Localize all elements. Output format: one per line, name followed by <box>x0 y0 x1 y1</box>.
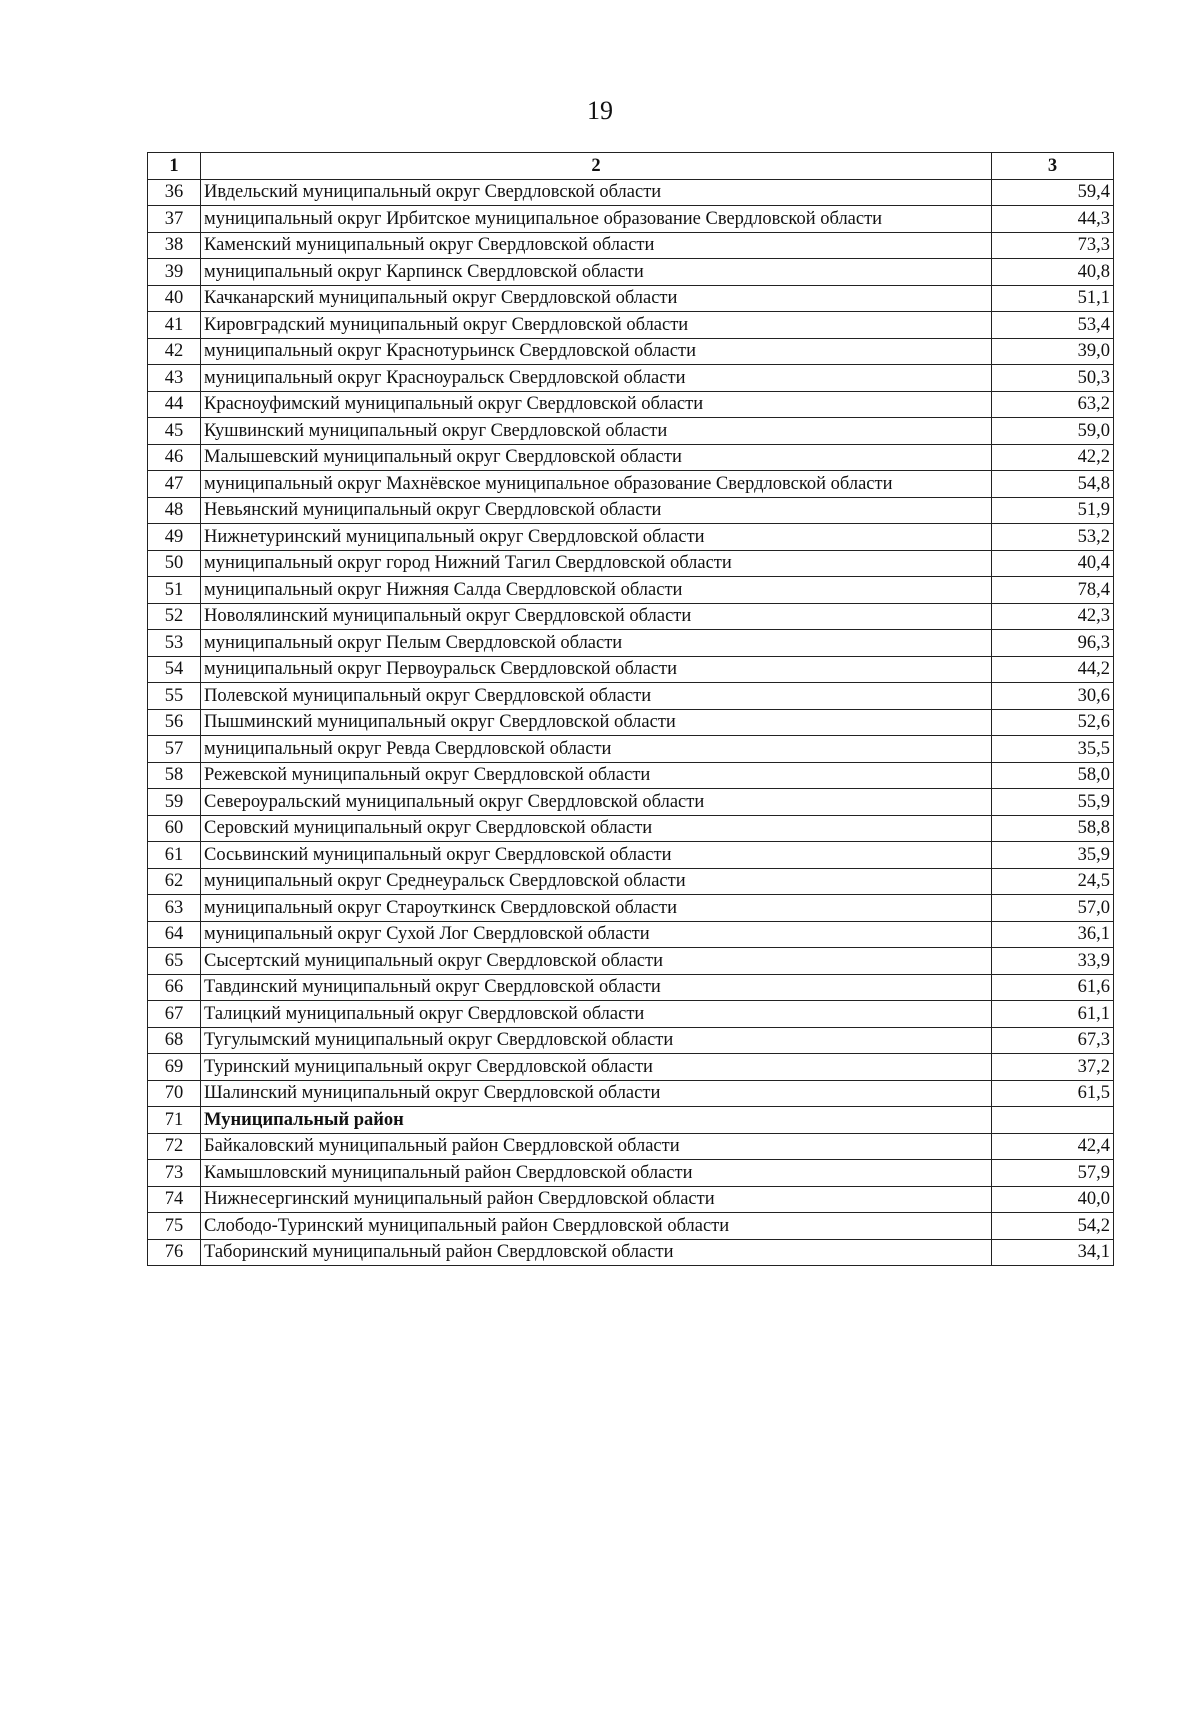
table-row <box>148 1239 1114 1266</box>
row-number: 70 <box>148 1080 201 1107</box>
section-heading: Муниципальный район <box>201 1107 992 1134</box>
value-cell: 35,5 <box>992 736 1114 763</box>
value-cell: 59,4 <box>992 179 1114 206</box>
table-row <box>148 921 1114 948</box>
table-row <box>148 365 1114 392</box>
municipality-name: муниципальный округ Среднеуральск Свердловской области <box>201 868 992 895</box>
row-number: 58 <box>148 762 201 789</box>
row-number: 41 <box>148 312 201 339</box>
municipality-name: муниципальный округ Первоуральск Свердловской области <box>201 656 992 683</box>
value-cell: 53,4 <box>992 312 1114 339</box>
municipality-name: Таборинский муниципальный район Свердловской области <box>201 1239 992 1266</box>
value-cell: 78,4 <box>992 577 1114 604</box>
row-number: 45 <box>148 418 201 445</box>
row-number: 51 <box>148 577 201 604</box>
data-table <box>147 152 1114 1266</box>
row-number: 52 <box>148 603 201 630</box>
table-body <box>148 179 1114 1266</box>
municipality-name: Североуральский муниципальный округ Свердловской области <box>201 789 992 816</box>
value-cell: 42,4 <box>992 1133 1114 1160</box>
value-cell: 42,2 <box>992 444 1114 471</box>
municipality-name: Качканарский муниципальный округ Свердловской области <box>201 285 992 312</box>
row-number: 49 <box>148 524 201 551</box>
value-cell: 51,9 <box>992 497 1114 524</box>
value-cell: 61,5 <box>992 1080 1114 1107</box>
value-cell: 51,1 <box>992 285 1114 312</box>
municipality-name: Малышевский муниципальный округ Свердловской области <box>201 444 992 471</box>
value-cell: 50,3 <box>992 365 1114 392</box>
table-row <box>148 656 1114 683</box>
municipality-name: Туринский муниципальный округ Свердловской области <box>201 1054 992 1081</box>
row-number: 39 <box>148 259 201 286</box>
value-cell: 58,0 <box>992 762 1114 789</box>
municipality-name: Кушвинский муниципальный округ Свердловской области <box>201 418 992 445</box>
municipality-name: Невьянский муниципальный округ Свердловской области <box>201 497 992 524</box>
row-number: 62 <box>148 868 201 895</box>
value-cell: 24,5 <box>992 868 1114 895</box>
value-cell <box>992 1107 1114 1134</box>
row-number: 48 <box>148 497 201 524</box>
row-number: 59 <box>148 789 201 816</box>
row-number: 72 <box>148 1133 201 1160</box>
municipality-name: Каменский муниципальный округ Свердловской области <box>201 232 992 259</box>
table-row <box>148 815 1114 842</box>
row-number: 68 <box>148 1027 201 1054</box>
value-cell: 54,2 <box>992 1213 1114 1240</box>
table-row <box>148 338 1114 365</box>
value-cell: 55,9 <box>992 789 1114 816</box>
table-row <box>148 179 1114 206</box>
value-cell: 63,2 <box>992 391 1114 418</box>
row-number: 47 <box>148 471 201 498</box>
municipality-name: Слободо-Туринский муниципальный район Свердловской области <box>201 1213 992 1240</box>
row-number: 55 <box>148 683 201 710</box>
row-number: 36 <box>148 179 201 206</box>
value-cell: 53,2 <box>992 524 1114 551</box>
table-row <box>148 1001 1114 1028</box>
table-row <box>148 550 1114 577</box>
row-number: 73 <box>148 1160 201 1187</box>
municipality-name: муниципальный округ Пелым Свердловской области <box>201 630 992 657</box>
value-cell: 61,1 <box>992 1001 1114 1028</box>
row-number: 40 <box>148 285 201 312</box>
table-row <box>148 789 1114 816</box>
header-col-3: 3 <box>992 153 1114 180</box>
municipality-name: Красноуфимский муниципальный округ Свердловской области <box>201 391 992 418</box>
municipality-name: Тавдинский муниципальный округ Свердловской области <box>201 974 992 1001</box>
municipality-name: Режевской муниципальный округ Свердловской области <box>201 762 992 789</box>
municipality-name: Нижнетуринский муниципальный округ Свердловской области <box>201 524 992 551</box>
row-number: 57 <box>148 736 201 763</box>
table-row <box>148 683 1114 710</box>
table-row <box>148 524 1114 551</box>
table-row <box>148 1160 1114 1187</box>
municipality-name: Полевской муниципальный округ Свердловской области <box>201 683 992 710</box>
value-cell: 34,1 <box>992 1239 1114 1266</box>
row-number: 64 <box>148 921 201 948</box>
municipality-name: муниципальный округ Нижняя Салда Свердловской области <box>201 577 992 604</box>
table-row <box>148 868 1114 895</box>
row-number: 60 <box>148 815 201 842</box>
municipality-name: муниципальный округ Красноуральск Свердловской области <box>201 365 992 392</box>
municipality-name: Ивдельский муниципальный округ Свердловской области <box>201 179 992 206</box>
row-number: 75 <box>148 1213 201 1240</box>
row-number: 76 <box>148 1239 201 1266</box>
municipality-name: муниципальный округ Сухой Лог Свердловской области <box>201 921 992 948</box>
table-row <box>148 1186 1114 1213</box>
row-number: 43 <box>148 365 201 392</box>
row-number: 42 <box>148 338 201 365</box>
row-number: 71 <box>148 1107 201 1134</box>
table-row <box>148 948 1114 975</box>
value-cell: 73,3 <box>992 232 1114 259</box>
municipality-name: муниципальный округ Ирбитское муниципальное образование Свердловской области <box>201 206 992 233</box>
value-cell: 44,2 <box>992 656 1114 683</box>
row-number: 65 <box>148 948 201 975</box>
row-number: 61 <box>148 842 201 869</box>
table-row <box>148 312 1114 339</box>
municipality-name: муниципальный округ город Нижний Тагил Свердловской области <box>201 550 992 577</box>
row-number: 69 <box>148 1054 201 1081</box>
row-number: 63 <box>148 895 201 922</box>
municipality-name: Талицкий муниципальный округ Свердловской области <box>201 1001 992 1028</box>
row-number: 67 <box>148 1001 201 1028</box>
municipality-name: муниципальный округ Махнёвское муниципальное образование Свердловской области <box>201 471 992 498</box>
row-number: 54 <box>148 656 201 683</box>
table-row <box>148 1027 1114 1054</box>
value-cell: 57,0 <box>992 895 1114 922</box>
value-cell: 67,3 <box>992 1027 1114 1054</box>
municipality-name: Тугулымский муниципальный округ Свердловской области <box>201 1027 992 1054</box>
municipality-name: Кировградский муниципальный округ Свердловской области <box>201 312 992 339</box>
table-header-row <box>148 153 1114 180</box>
table-row <box>148 842 1114 869</box>
table-row <box>148 1213 1114 1240</box>
value-cell: 37,2 <box>992 1054 1114 1081</box>
municipality-name: муниципальный округ Ревда Свердловской области <box>201 736 992 763</box>
municipality-name: Новолялинский муниципальный округ Свердловской области <box>201 603 992 630</box>
table-row <box>148 1054 1114 1081</box>
table-row <box>148 444 1114 471</box>
table-row <box>148 736 1114 763</box>
table-row <box>148 471 1114 498</box>
table-row <box>148 259 1114 286</box>
row-number: 53 <box>148 630 201 657</box>
value-cell: 40,8 <box>992 259 1114 286</box>
municipality-name: муниципальный округ Карпинск Свердловской области <box>201 259 992 286</box>
table-row <box>148 974 1114 1001</box>
value-cell: 35,9 <box>992 842 1114 869</box>
municipality-name: муниципальный округ Староуткинск Свердловской области <box>201 895 992 922</box>
municipality-name: Пышминский муниципальный округ Свердловской области <box>201 709 992 736</box>
row-number: 46 <box>148 444 201 471</box>
value-cell: 52,6 <box>992 709 1114 736</box>
row-number: 66 <box>148 974 201 1001</box>
value-cell: 40,0 <box>992 1186 1114 1213</box>
municipality-name: Сысертский муниципальный округ Свердловской области <box>201 948 992 975</box>
value-cell: 39,0 <box>992 338 1114 365</box>
page-number: 19 <box>587 96 613 125</box>
table-row <box>148 1133 1114 1160</box>
table-row <box>148 206 1114 233</box>
table-row <box>148 603 1114 630</box>
municipality-name: Шалинский муниципальный округ Свердловской области <box>201 1080 992 1107</box>
municipality-name: Сосьвинский муниципальный округ Свердловской области <box>201 842 992 869</box>
value-cell: 57,9 <box>992 1160 1114 1187</box>
value-cell: 44,3 <box>992 206 1114 233</box>
municipality-name: муниципальный округ Краснотурьинск Свердловской области <box>201 338 992 365</box>
row-number: 50 <box>148 550 201 577</box>
value-cell: 58,8 <box>992 815 1114 842</box>
row-number: 56 <box>148 709 201 736</box>
table-row <box>148 762 1114 789</box>
table-row <box>148 630 1114 657</box>
value-cell: 36,1 <box>992 921 1114 948</box>
value-cell: 33,9 <box>992 948 1114 975</box>
table-row <box>148 285 1114 312</box>
table-row <box>148 391 1114 418</box>
value-cell: 42,3 <box>992 603 1114 630</box>
header-col-2: 2 <box>201 153 992 180</box>
table-row <box>148 1107 1114 1134</box>
municipality-name: Серовский муниципальный округ Свердловской области <box>201 815 992 842</box>
table-row <box>148 895 1114 922</box>
table-row <box>148 709 1114 736</box>
municipality-name: Нижнесергинский муниципальный район Свердловской области <box>201 1186 992 1213</box>
row-number: 38 <box>148 232 201 259</box>
value-cell: 96,3 <box>992 630 1114 657</box>
table-row <box>148 418 1114 445</box>
header-col-1: 1 <box>148 153 201 180</box>
table-row <box>148 1080 1114 1107</box>
value-cell: 54,8 <box>992 471 1114 498</box>
municipality-name: Байкаловский муниципальный район Свердловской области <box>201 1133 992 1160</box>
value-cell: 40,4 <box>992 550 1114 577</box>
table-row <box>148 232 1114 259</box>
table-row <box>148 497 1114 524</box>
row-number: 74 <box>148 1186 201 1213</box>
municipality-name: Камышловский муниципальный район Свердловской области <box>201 1160 992 1187</box>
row-number: 37 <box>148 206 201 233</box>
value-cell: 61,6 <box>992 974 1114 1001</box>
value-cell: 30,6 <box>992 683 1114 710</box>
value-cell: 59,0 <box>992 418 1114 445</box>
table-row <box>148 577 1114 604</box>
row-number: 44 <box>148 391 201 418</box>
